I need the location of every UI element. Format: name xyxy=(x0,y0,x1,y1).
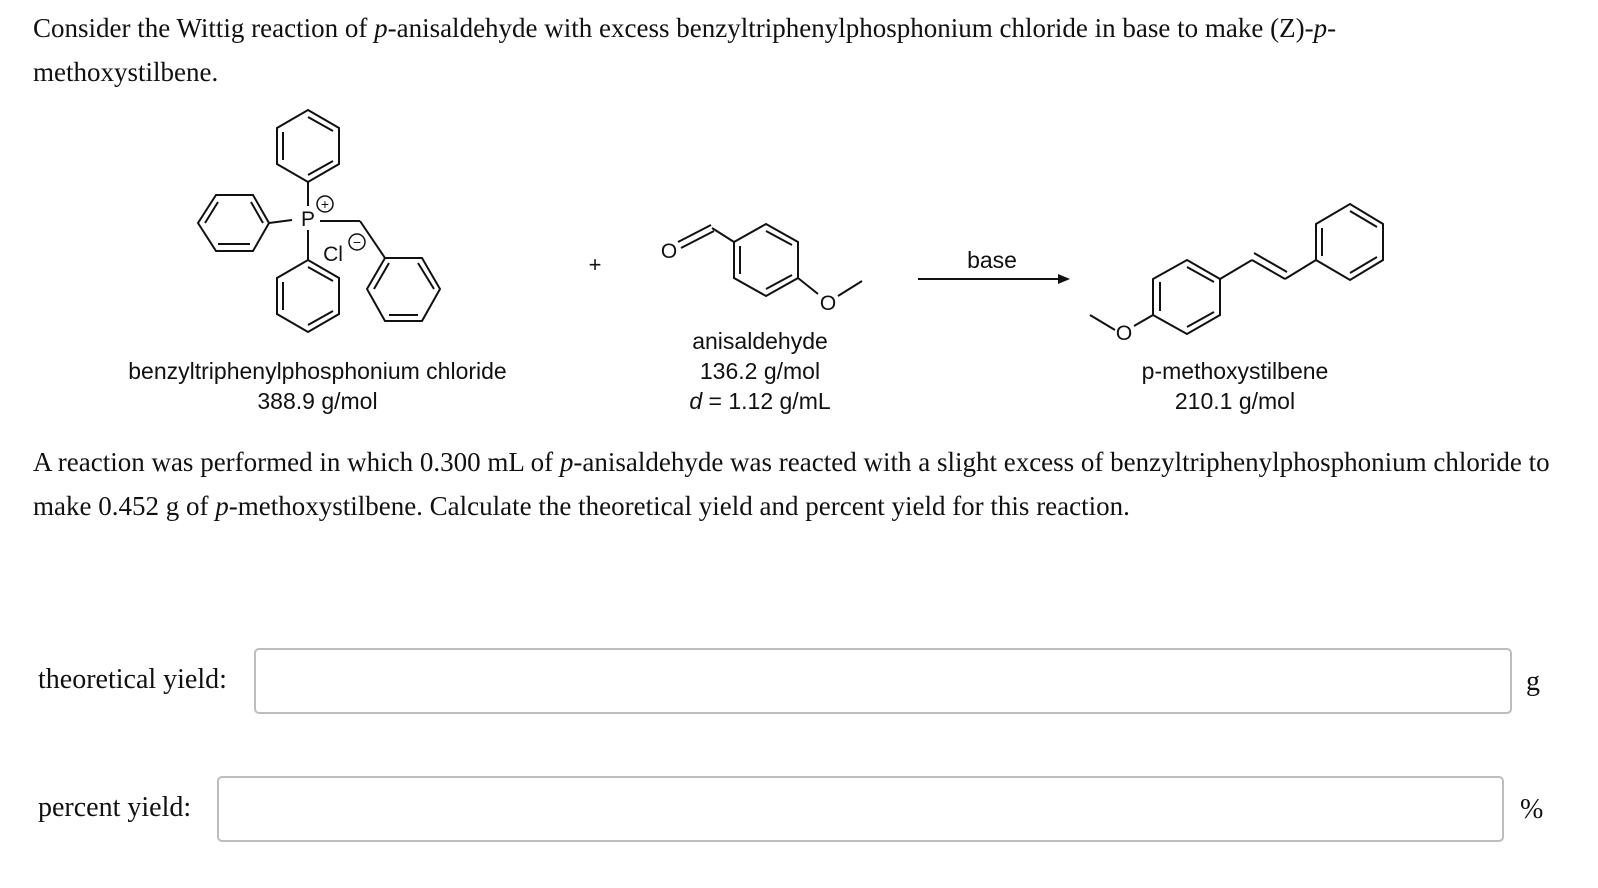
reagent-name: benzyltriphenylphosphonium chloride xyxy=(128,358,507,384)
product-mw: 210.1 g/mol xyxy=(1174,388,1296,414)
question-intro: Consider the Wittig reaction of p-anisaldehyde with excess benzyltriphenylphosphonium chloride in base to make (Z)-p-methoxystilbene. xyxy=(33,13,1337,87)
plus-charge: + xyxy=(320,196,330,212)
plus-sign: + xyxy=(588,252,602,277)
reaction-scheme xyxy=(0,100,1598,430)
product-label xyxy=(1110,356,1360,416)
aldehyde-density: d = 1.12 g/mL xyxy=(689,388,831,414)
phenyl-ring-top xyxy=(277,110,339,182)
arrow-label: base xyxy=(967,247,1017,273)
question-body: A reaction was performed in which 0.300 mL of p-anisaldehyde was reacted with a slight excess of benzyltriphenylphosphonium chloride to make 0.452 g of p-methoxystilbene. Calculate the theoretical yield and percent yield for this reaction. xyxy=(33,447,1550,521)
percent-yield-input[interactable] xyxy=(217,776,1504,842)
percent-yield-label: percent yield: xyxy=(38,792,192,823)
percent-yield-unit: % xyxy=(1520,794,1544,825)
product-name: p-methoxystilbene xyxy=(1141,358,1329,384)
minus-charge: − xyxy=(352,234,362,250)
reagent-label xyxy=(90,356,545,416)
phenyl-ring-bottom xyxy=(277,260,339,332)
phosphorus-atom: P xyxy=(300,208,316,231)
aldehyde-label xyxy=(640,326,880,416)
anisaldehyde-structure xyxy=(678,224,862,296)
aldehyde-oxygen: O xyxy=(660,240,678,263)
theoretical-yield-unit: g xyxy=(1526,666,1540,697)
arrow-head xyxy=(1058,274,1070,284)
theoretical-yield-label: theoretical yield: xyxy=(38,664,227,695)
aldehyde-mw: 136.2 g/mol xyxy=(699,358,821,384)
theoretical-yield-input[interactable] xyxy=(254,648,1512,714)
reagent-mw: 388.9 g/mol xyxy=(257,388,378,414)
product-oxygen: O xyxy=(1115,322,1133,345)
chloride-atom: Cl xyxy=(323,243,343,266)
aldehyde-name: anisaldehyde xyxy=(692,328,828,354)
stilbene-structure xyxy=(1090,204,1383,334)
methoxy-oxygen: O xyxy=(819,292,837,315)
phenyl-ring-left xyxy=(198,195,269,251)
phenyl-ring-benzyl xyxy=(367,258,440,321)
